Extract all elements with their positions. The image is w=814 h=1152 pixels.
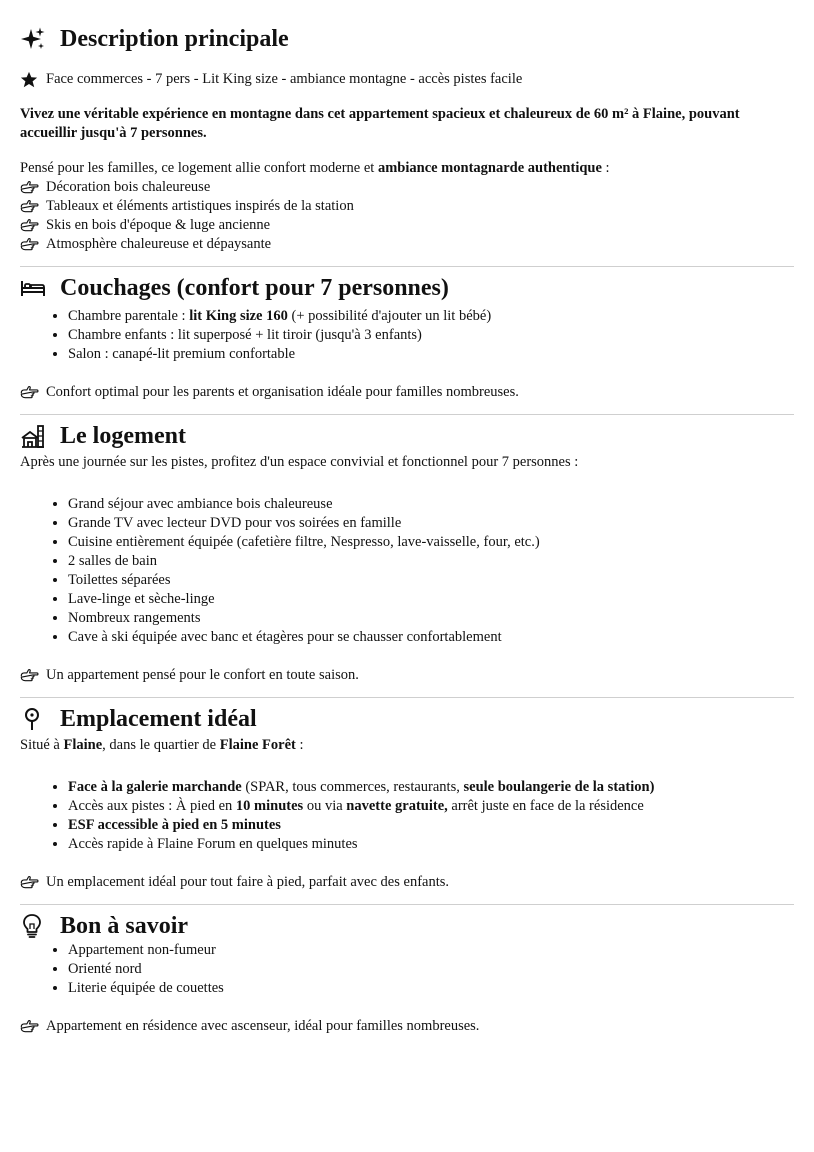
item-bold: 10 minutes [235, 798, 304, 814]
tagline-text: Face commerces - 7 pers - Lit King size - ambiance montagne - accès pistes facile [46, 71, 523, 87]
intro-text: Situé à [20, 737, 64, 753]
note-text: Un appartement pensé pour le confort en toute saison. [46, 667, 359, 683]
list-item: • 2 salles de bain [68, 552, 794, 571]
list-item: • Chambre enfants : lit superposé + lit tiroir (jusqu'à 3 enfants) [68, 326, 794, 345]
feature-point [20, 178, 794, 197]
section-note [20, 383, 794, 402]
bed-list [20, 307, 794, 364]
list-item: • Literie équipée de couettes [68, 979, 794, 998]
section-title [20, 24, 794, 54]
list-item: • Appartement non-fumeur [68, 941, 794, 960]
intro-bold-2: Flaine Forêt [219, 737, 296, 753]
list-item: • Cave à ski équipée avec banc et étagères pour se chausser confortablement [68, 628, 794, 647]
feature-point [20, 197, 794, 216]
list-item: • Accès rapide à Flaine Forum en quelques minutes [68, 835, 794, 854]
list-item [68, 778, 794, 797]
section-title-text: Couchages (confort pour 7 personnes) [60, 275, 449, 301]
pin-icon [20, 706, 46, 732]
section-title-text: Bon à savoir [60, 913, 189, 939]
item-bold: lit King size 160 [189, 308, 288, 324]
location-list [20, 778, 794, 854]
list-item: • Toilettes séparées [68, 571, 794, 590]
feature-point [20, 235, 794, 254]
note-text: Un emplacement idéal pour tout faire à pied, parfait avec des enfants. [46, 874, 450, 890]
pointing-hand-icon [20, 198, 39, 215]
section-title [20, 911, 794, 941]
list-item: • Lave-linge et sèche-linge [68, 590, 794, 609]
intro-text-mid: , dans le quartier de [102, 737, 220, 753]
section-description [20, 18, 794, 266]
list-item [68, 797, 794, 816]
intro-paragraph [20, 159, 794, 178]
feature-text: Tableaux et éléments artistiques inspirés de la station [46, 198, 354, 214]
list-item: • Grand séjour avec ambiance bois chaleureuse [68, 495, 794, 514]
pointing-hand-icon [20, 667, 39, 684]
section-note [20, 873, 794, 892]
item-text: Accès aux pistes : À pied en [68, 798, 236, 814]
section-savoir [20, 904, 794, 1048]
pointing-hand-icon [20, 874, 39, 891]
pointing-hand-icon [20, 236, 39, 253]
item-text-end: arrêt juste en face de la résidence [447, 798, 644, 814]
list-item: • Grande TV avec lecteur DVD pour vos soirées en famille [68, 514, 794, 533]
list-item [68, 816, 794, 835]
item-bold: Face à la galerie marchande [68, 779, 242, 795]
pointing-hand-icon [20, 217, 39, 234]
section-intro [20, 736, 794, 755]
bulb-icon [20, 913, 46, 939]
section-note [20, 1017, 794, 1036]
section-title [20, 421, 794, 451]
bed-icon [20, 275, 46, 301]
pointing-hand-icon [20, 1018, 39, 1035]
section-title [20, 704, 794, 734]
list-item: • Orienté nord [68, 960, 794, 979]
list-item: • Cuisine entièrement équipée (cafetière filtre, Nespresso, lave-vaisselle, four, etc.) [68, 533, 794, 552]
item-text: Chambre parentale : [68, 308, 190, 324]
section-intro: Après une journée sur les pistes, profitez d'un espace convivial et fonctionnel pour 7 personnes : [20, 454, 579, 470]
section-logement [20, 414, 794, 697]
sparkles-icon [20, 26, 46, 52]
section-emplacement [20, 697, 794, 904]
section-title [20, 273, 794, 303]
item-bold: ESF accessible à pied en 5 minutes [68, 817, 281, 833]
item-text-end: (+ possibilité d'ajouter un lit bébé) [287, 308, 492, 324]
list-item: • Nombreux rangements [68, 609, 794, 628]
intro-bold: Vivez une véritable expérience en montagne dans cet appartement spacieux et chaleureux de 60 m² à Flaine, pouvant accueillir jusqu'à 7 personnes. [20, 106, 740, 141]
feature-text: Skis en bois d'époque & luge ancienne [46, 217, 271, 233]
star-icon [20, 71, 38, 89]
feature-text: Décoration bois chaleureuse [46, 179, 211, 195]
feature-text: Atmosphère chaleureuse et dépaysante [46, 236, 272, 252]
section-title-text: Description principale [60, 26, 289, 52]
feature-point [20, 216, 794, 235]
section-couchages [20, 266, 794, 414]
info-list [20, 941, 794, 998]
item-text-mid: ou via [303, 798, 347, 814]
pointing-hand-icon [20, 179, 39, 196]
section-title-text: Le logement [60, 423, 186, 449]
amenities-list [20, 495, 794, 647]
house-icon [20, 423, 46, 449]
list-item [68, 307, 794, 326]
list-item: • Salon : canapé-lit premium confortable [68, 345, 794, 364]
note-text: Confort optimal pour les parents et organisation idéale pour familles nombreuses. [46, 384, 519, 400]
item-bold-2: seule boulangerie de la station [463, 779, 650, 795]
intro-text-end: : [295, 737, 304, 753]
intro-text: Pensé pour les familles, ce logement allie confort moderne et [20, 160, 378, 176]
section-title-text: Emplacement idéal [60, 706, 257, 732]
intro-text-end: : [601, 160, 610, 176]
tagline [20, 70, 794, 89]
note-text: Appartement en résidence avec ascenseur, idéal pour familles nombreuses. [46, 1018, 480, 1034]
intro-bold-part: ambiance montagnarde authentique [377, 160, 602, 176]
item-end: ) [649, 779, 655, 795]
intro-bold: Flaine [63, 737, 103, 753]
item-text: (SPAR, tous commerces, restaurants, [241, 779, 464, 795]
pointing-hand-icon [20, 384, 39, 401]
item-bold-2: navette gratuite, [346, 798, 448, 814]
section-note [20, 666, 794, 685]
